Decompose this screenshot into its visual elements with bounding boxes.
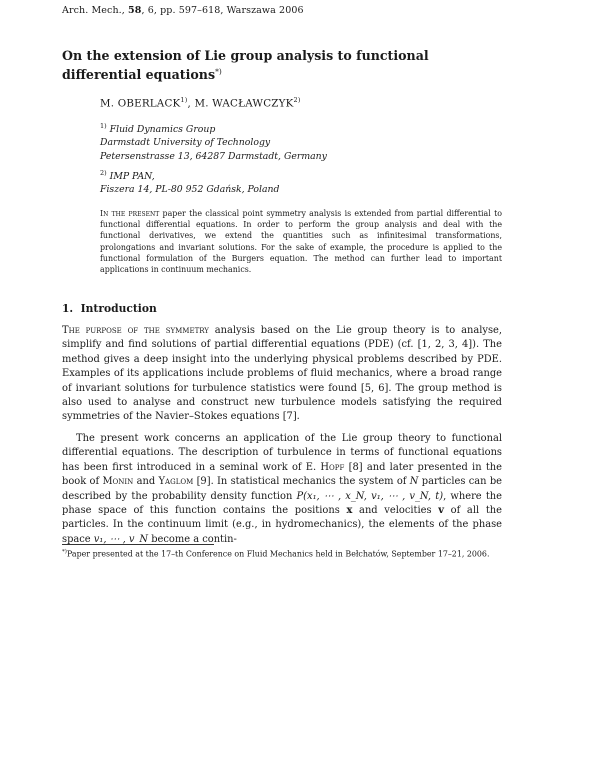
paragraph-1-text: analysis based on the Lie group theory is to analyse, simplify and find solutions of partial differential equations (PDE) (cf. [1, 2, 3, 4]). The method gives a deep insight into the underlying physical problems described by PDE. Examples of its applications include problems of fluid mechanics, where a broad range of invariant solutions for turbulence statistics were found [5, 6]. The group method is also used to analyse and construct new turbulence models satisfying the required symmetries of the Navier–Stokes equations [7]. bbox=[62, 325, 503, 423]
abstract bbox=[100, 208, 502, 275]
affiliation-2-address: Fiszera 14, PL-80 952 Gdańsk, Poland bbox=[100, 184, 280, 196]
affiliation-1-name: Fluid Dynamics Group bbox=[109, 124, 216, 136]
paragraph-2-text-e: , where the phase space of this function contains the positions bbox=[62, 490, 502, 517]
abstract-text: paper the classical point symmetry analysis is extended from partial differential to functional differential equations. In order to perform the group analysis and deal with the functional derivatives, we extend the quantities such as infinitesimal transformations, prolongations and invariant solutions. For the sake of example, the procedure is applied to the functional formulation of the Burgers equation. The method can further lead to important applications in continuum mechanics. bbox=[100, 209, 502, 275]
paragraph-1-lead: The purpose of the symmetry bbox=[62, 325, 209, 336]
section-title: Introduction bbox=[80, 302, 157, 315]
symbol-x: x bbox=[346, 505, 353, 517]
affiliation-2-name: IMP PAN, bbox=[109, 171, 155, 183]
author-list bbox=[100, 96, 301, 109]
author-mark-2: 2) bbox=[293, 96, 301, 104]
paragraph-2-text-d: particles can be described by the probability density function bbox=[62, 476, 502, 502]
paragraph-2-text-b: [8] and later presented in the book of bbox=[62, 461, 502, 488]
citation-hopf: Hopf bbox=[320, 461, 345, 473]
citation-yaglom: Yaglom bbox=[158, 476, 194, 488]
paragraph-2-text-h: become a contin- bbox=[148, 533, 237, 545]
abstract-lead: In the present bbox=[100, 209, 160, 218]
paragraph-2-text-f: and velocities bbox=[352, 505, 439, 517]
footnote-mark: *) bbox=[62, 549, 67, 555]
affiliation-1-address: Petersenstrasse 13, 64287 Darmstadt, Germany bbox=[100, 150, 327, 162]
pdf-expression: P(x₁, ⋯ , x_N, v₁, ⋯ , v_N, t) bbox=[296, 490, 444, 502]
paper-title bbox=[62, 48, 502, 83]
paper-title-text: On the extension of Lie group analysis to functional differential equations bbox=[62, 48, 429, 83]
affiliation-1-mark: 1) bbox=[100, 122, 107, 130]
affiliation-2-mark: 2) bbox=[100, 169, 107, 177]
affiliation-2 bbox=[100, 167, 280, 197]
footnote-text: Paper presented at the 17–th Conference on Fluid Mechanics held in Bełchatów, September 17–21, 2006. bbox=[66, 549, 490, 559]
title-footnote-marker: *) bbox=[215, 67, 222, 76]
paragraph-2-text-c: [9]. In statistical mechanics the system of bbox=[193, 476, 410, 488]
section-heading bbox=[62, 302, 157, 315]
phase-space-sequence: v₁, ⋯ , v_N bbox=[93, 533, 149, 545]
journal-name: Arch. Mech., bbox=[62, 5, 125, 16]
footnote bbox=[62, 547, 502, 560]
journal-volume: 58 bbox=[128, 5, 142, 16]
paragraph-1 bbox=[62, 324, 502, 425]
citation-monin: Monin bbox=[102, 476, 134, 488]
author-mark-1: 1) bbox=[180, 96, 188, 104]
affiliation-1-institution: Darmstadt University of Technology bbox=[100, 137, 271, 149]
paragraph-2-text-a: The present work concerns an application of the Lie group theory to functional differential equations. The description of turbulence in terms of functional equations has been first introduced in a seminal work of E. bbox=[62, 433, 502, 473]
affiliation-1 bbox=[100, 120, 327, 163]
author-separator: , bbox=[187, 97, 195, 110]
footnote-rule bbox=[62, 544, 214, 545]
author-oberlack: M. OBERLACK bbox=[100, 97, 181, 110]
paragraph-2-and: and bbox=[133, 476, 159, 488]
symbol-v: v bbox=[438, 505, 444, 517]
paragraph-2-text-g: of all the particles. In the continuum limit (e.g., in hydromechanics), the elements of the phase space bbox=[62, 505, 502, 545]
section-number: 1. bbox=[62, 302, 74, 315]
symbol-n: N bbox=[409, 476, 419, 488]
running-header bbox=[62, 5, 304, 16]
journal-issue-pages: , 6, pp. 597–618, Warszawa 2006 bbox=[141, 5, 304, 16]
paragraph-2 bbox=[62, 432, 502, 547]
author-waclawczyk: M. WACŁAWCZYK bbox=[194, 97, 294, 110]
